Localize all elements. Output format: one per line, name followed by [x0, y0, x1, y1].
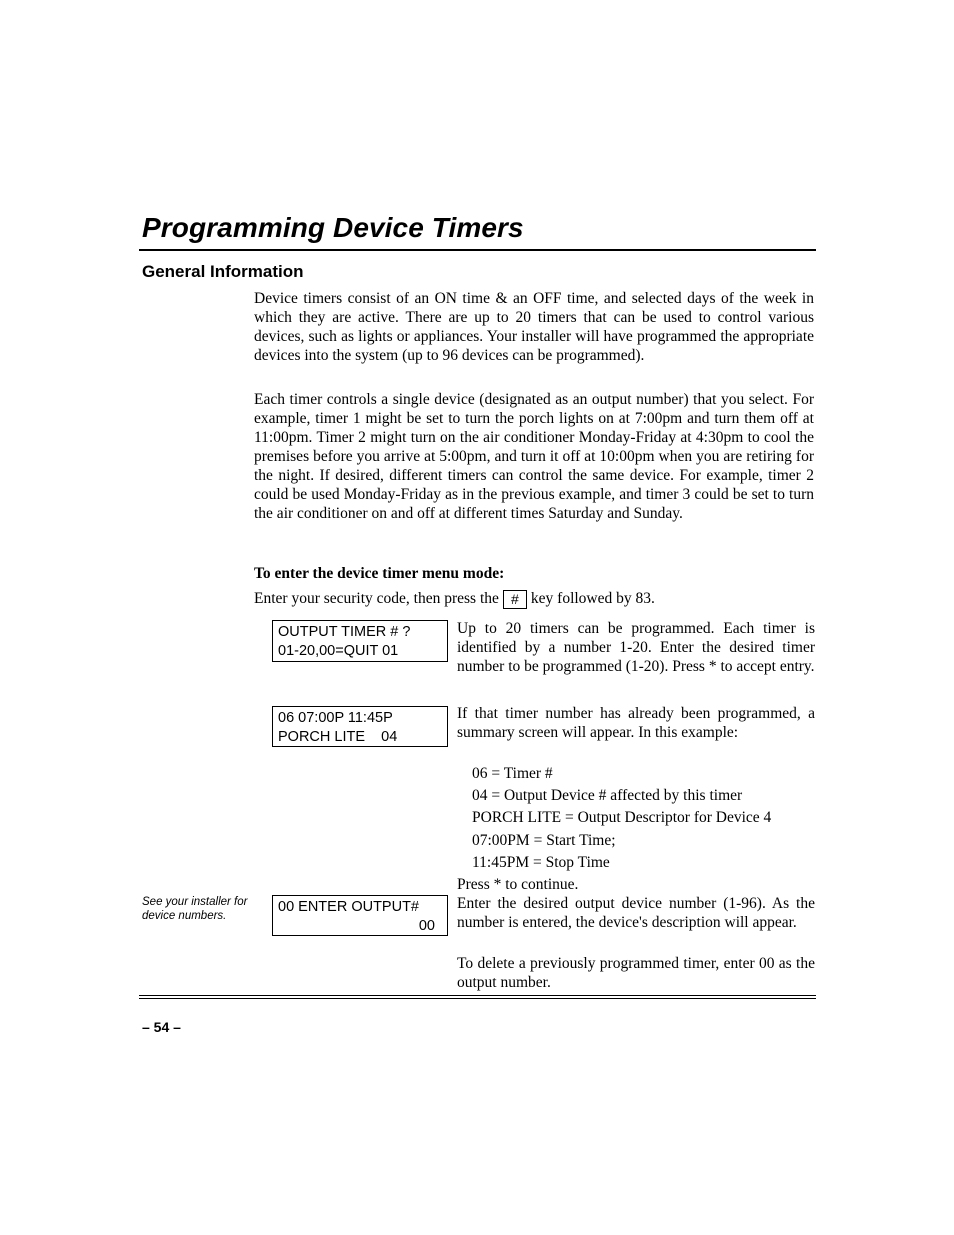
- summary-item: 04 = Output Device # affected by this timer: [472, 787, 743, 804]
- title-rule: [139, 249, 816, 251]
- intro-paragraph: Device timers consist of an ON time & an OFF time, and selected days of the week in which they are active. There are up to 20 timers that can be used to control various devices, such as lights or appliances. Your installer will have programmed the appropriate devices into the system (up to 96 devices can be programmed).: [254, 290, 814, 364]
- side-note: See your installer for device numbers.: [142, 896, 248, 922]
- lcd2-line2: PORCH LITE 04: [278, 729, 398, 745]
- desc-timer-select: Up to 20 timers can be programmed. Each timer is identified by a number 1-20. Enter the desired timer number to be programmed (1-20). Press * to accept entry.: [457, 620, 815, 675]
- page-number: – 54 –: [142, 1019, 181, 1035]
- lcd3-line2: 00: [418, 918, 435, 934]
- summary-item: 06 = Timer #: [472, 765, 553, 782]
- lcd3-line1: 00 ENTER OUTPUT#: [278, 899, 419, 915]
- lcd-summary: [272, 706, 448, 747]
- page-title: Programming Device Timers: [142, 212, 524, 243]
- enter-after: key followed by 83.: [530, 590, 655, 607]
- enter-before: Enter your security code, then press the: [254, 590, 499, 607]
- lcd2-line1: 06 07:00P 11:45P: [278, 710, 393, 726]
- timer-paragraph: Each timer controls a single device (designated as an output number) that you select. For example, timer 1 might be set to turn the porch lights on at 7:00pm and turn them off at 11:00pm. Timer 2 might turn on the air conditioner Monday-Friday at 4:30pm to cool the premises before you arrive at 5:00pm, and turn it off at 10:00pm when you are retiring for the night. If desired, different timers can control the same device. For example, timer 2 could be used Monday-Friday as in the previous example, and timer 3 could be set to turn the air conditioner on and off at different times Saturday and Sunday.: [254, 391, 814, 522]
- bottom-rule: [139, 995, 816, 996]
- desc-summary: If that timer number has already been programmed, a summary screen will appear. In this example:: [457, 705, 815, 741]
- lcd1-line1: OUTPUT TIMER # ?: [278, 624, 411, 640]
- bottom-rule-double: [139, 998, 816, 999]
- menu-heading: To enter the device timer menu mode:: [254, 565, 505, 582]
- summary-item: 11:45PM = Stop Time: [472, 854, 610, 871]
- summary-item: 07:00PM = Start Time;: [472, 832, 616, 849]
- lcd-enter-output: [272, 895, 448, 936]
- continue-text: Press * to continue.: [457, 876, 579, 893]
- desc-delete-timer: To delete a previously programmed timer, enter 00 as the output number.: [457, 955, 815, 991]
- section-heading: General Information: [142, 262, 304, 281]
- pound-key-icon: #: [503, 590, 527, 609]
- desc-enter-output: Enter the desired output device number (1-96). As the number is entered, the device's description will appear.: [457, 895, 815, 931]
- summary-item: PORCH LITE = Output Descriptor for Device 4: [472, 809, 772, 826]
- lcd-output-timer: [272, 620, 448, 662]
- enter-instruction: [254, 589, 814, 609]
- lcd1-line2: 01-20,00=QUIT 01: [278, 643, 399, 659]
